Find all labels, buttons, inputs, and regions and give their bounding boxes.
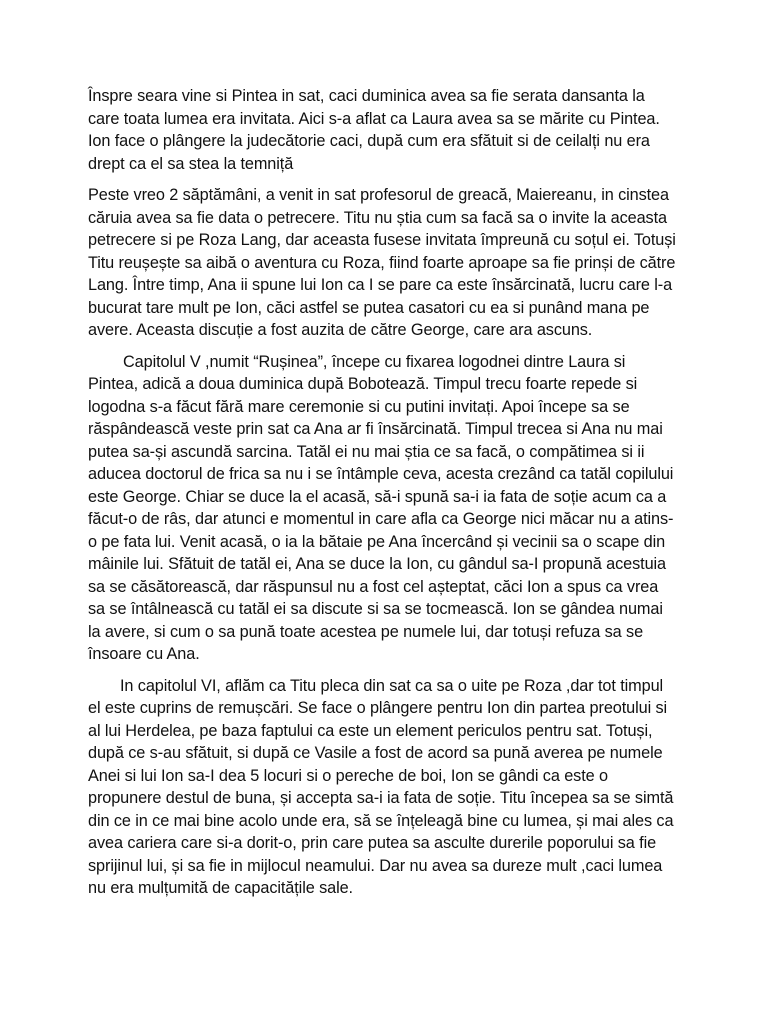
paragraph-3: Capitolul V ,numit “Rușinea”, începe cu fixarea logodnei dintre Laura si Pintea, adică a doua duminica după Bobotează. Timpul trecu foarte repede si logodna s-a făcut fără mare ceremonie si cu putini invitați. Apoi începe sa se răspândească veste prin sat ca Ana ar fi însărcinată. Timpul trecea si Ana nu mai putea sa-și ascundă sarcina. Tatăl ei nu mai știa ce sa facă, o compătimea si ii aducea doctorul de frica sa nu i se întâmple ceva, acesta crezând ca tatăl copilului este George. Chiar se duce la el acasă, să-i spună sa-i ia fata de soție acum ca a făcut-o de râs, dar atunci e momentul in care afla ca George nici măcar nu a atins-o pe fata lui. Venit acasă, o ia la bătaie pe Ana încercând și vecinii sa o scape din mâinile lui. Sfătuit de tatăl ei, Ana se duce la Ion, cu gândul sa-I propună acestuia sa se căsătorească, dar răspunsul nu a fost cel așteptat, căci Ion a spus ca vrea sa se întâlnească cu tatăl ei sa discute si sa se tocmească. Ion se gândea numai la avere, si cum o sa pună toate acestea pe numele lui, dar totuși refuza sa se însoare cu Ana. bbox=[88, 352, 674, 663]
paragraph-1: Înspre seara vine si Pintea in sat, caci duminica avea sa fie serata dansanta la care toata lumea era invitata. Aici s-a aflat ca Laura avea sa se mărite cu Pintea. Ion face o plângere la judecătorie caci, după cum era sfătuit si de ceilalți nu era drept ca el sa stea la temniță bbox=[88, 87, 660, 173]
paragraph-2: Peste vreo 2 săptămâni, a venit in sat profesorul de greacă, Maiereanu, in cinstea căruia avea sa fie data o petrecere. Titu nu știa cum sa facă sa o invite la aceasta petrecere si pe Roza Lang, dar aceasta fusese invitata împreună cu soțul ei. Totuși Titu reușește sa aibă o aventura cu Roza, fiind foarte aproape sa fie prinși de către Lang. Între timp, Ana ii spune lui Ion ca I se pare ca este însărcinată, lucru care l-a bucurat tare mult pe Ion, căci astfel se putea casatori cu ea si punând mana pe avere. Aceasta discuție a fost auzita de către George, care ara ascuns. bbox=[88, 186, 676, 339]
paragraph-4: In capitolul VI, aflăm ca Titu pleca din sat ca sa o uite pe Roza ,dar tot timpul el este cuprins de remușcări. Se face o plângere pentru Ion din partea preotului si al lui Herdelea, pe baza faptului ca este un element periculos pentru sat. Totuși, după ce s-au sfătuit, si după ce Vasile a fost de acord sa pună averea pe numele Anei si lui Ion sa-I dea 5 locuri si o pereche de boi, Ion se gândi ca este o propunere destul de buna, și accepta sa-i ia fata de soție. Titu începea sa se simtă din ce in ce mai bine acolo unde era, să se înțeleagă bine cu lumea, și mai ales ca avea cariera care si-a dorit-o, prin care putea sa asculte durerile poporului sa fie sprijinul lui, și sa fie in mijlocul neamului. Dar nu avea sa dureze mult ,caci lumea nu era mulțumită de capacitățile sale. bbox=[88, 676, 674, 897]
document-body bbox=[88, 85, 678, 909]
